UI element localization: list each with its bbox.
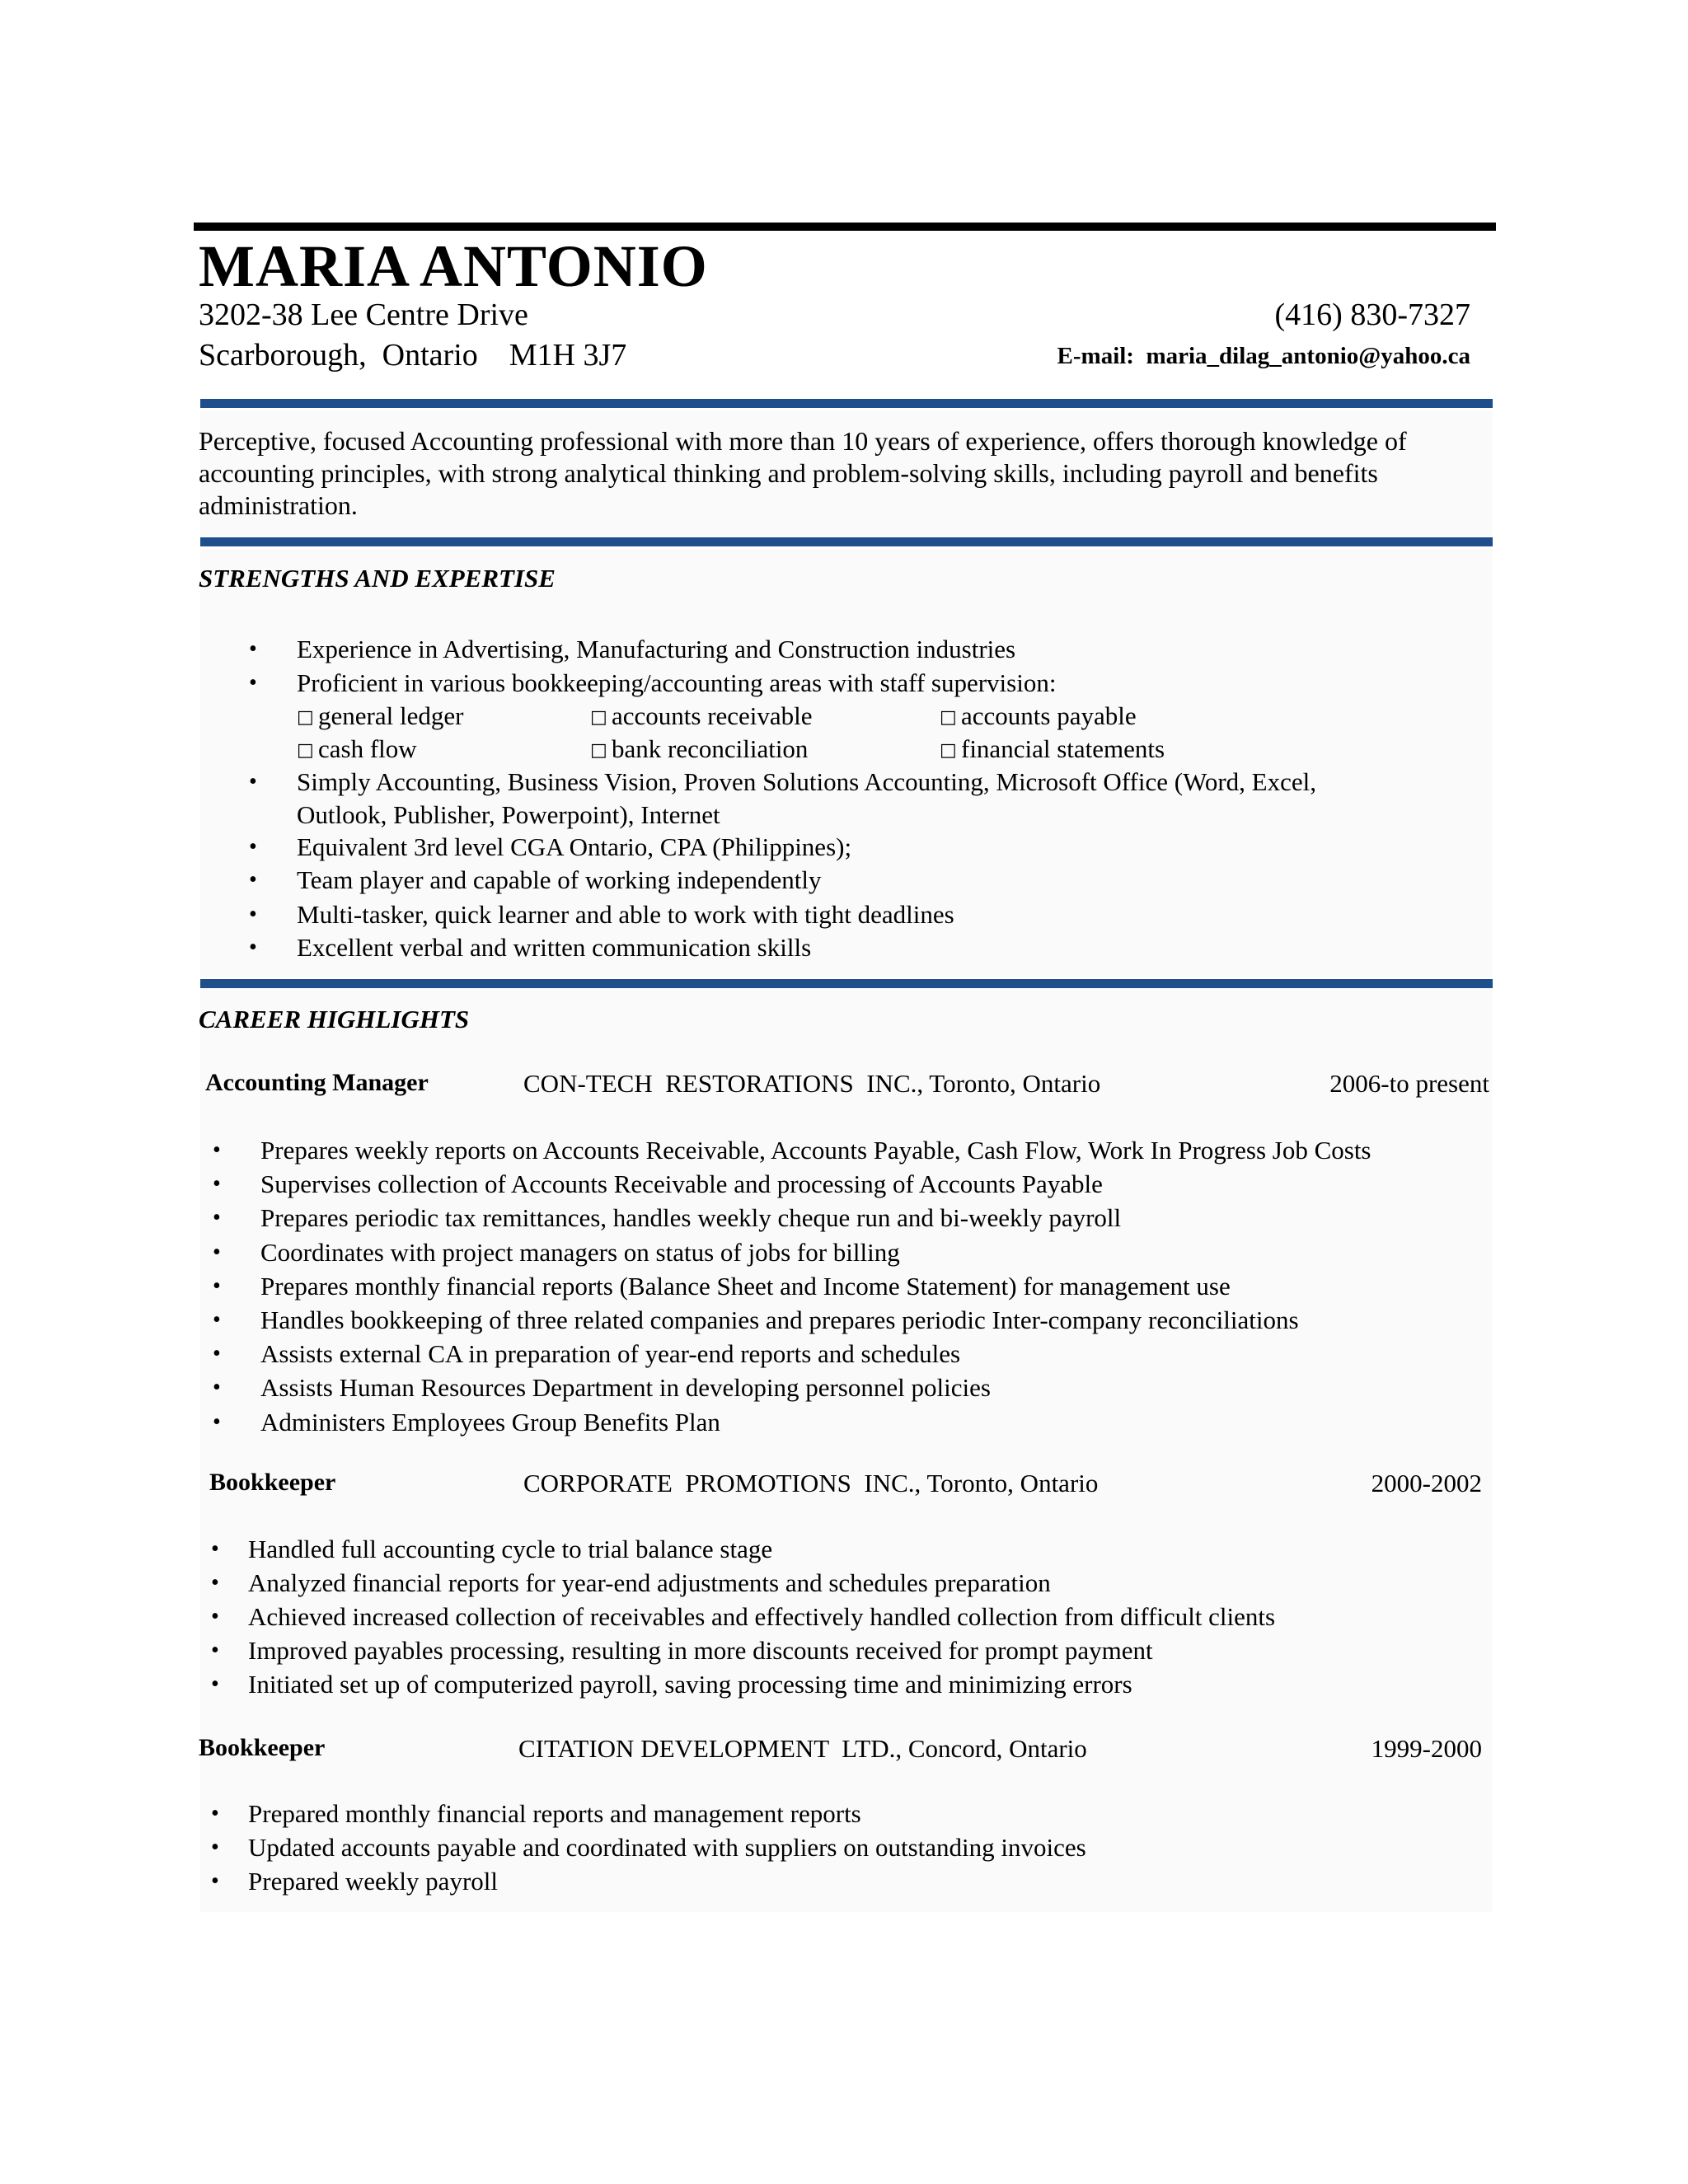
phone-number: (416) 830-7327 [1274, 298, 1470, 332]
job-duty: Initiated set up of computerized payroll, saving processing time and minimizing errors [248, 1670, 1132, 1699]
skill-area [590, 734, 808, 764]
job-duty: Assists external CA in preparation of year-end reports and schedules [260, 1339, 961, 1368]
bullet-icon: • [211, 1536, 219, 1562]
strength-item-software: Simply Accounting, Business Vision, Proven Solutions Accounting, Microsoft Office (Word, Excel, [297, 767, 1316, 796]
email-address[interactable]: maria_dilag_antonio@yahoo.ca [1146, 343, 1470, 369]
bullet-icon: • [249, 902, 257, 927]
bullet-icon: • [213, 1240, 221, 1265]
skill-area-label: accounts payable [961, 701, 1137, 730]
job-duty: Prepares monthly financial reports (Balance Sheet and Income Statement) for management use [260, 1272, 1231, 1301]
strength-item: Team player and capable of working independently [297, 865, 822, 894]
strength-item: Proficient in various bookkeeping/accounting areas with staff supervision: [297, 668, 1057, 697]
job-duty: Prepares periodic tax remittances, handles weekly cheque run and bi-weekly payroll [260, 1203, 1122, 1232]
skill-area-label: bank reconciliation [612, 734, 809, 763]
job-duty: Administers Employees Group Benefits Plan [260, 1408, 720, 1436]
skill-area [590, 701, 813, 731]
job-duty: Analyzed financial reports for year-end adjustments and schedules preparation [248, 1568, 1051, 1597]
address-line-2: Scarborough, Ontario M1H 3J7 [199, 338, 627, 373]
job-dates: 2000-2002 [1371, 1469, 1482, 1497]
bullet-icon: • [249, 636, 257, 662]
job-duty: Coordinates with project managers on status of jobs for billing [260, 1238, 900, 1267]
email-label: E-mail: [1057, 343, 1134, 369]
strengths-bottom-rule [200, 979, 1493, 988]
job-company: CON-TECH RESTORATIONS INC., Toronto, Ontario [523, 1069, 1101, 1098]
career-shade [200, 989, 1493, 1912]
skill-area [297, 734, 417, 764]
candidate-name: MARIA ANTONIO [199, 233, 708, 299]
checkbox-square-icon: □ [940, 707, 957, 728]
job-title: Accounting Manager [205, 1069, 429, 1096]
job-duty: Prepared monthly financial reports and management reports [248, 1799, 861, 1828]
bullet-icon: • [213, 1409, 221, 1435]
bullet-icon: • [211, 1835, 219, 1860]
bullet-icon: • [249, 834, 257, 860]
job-dates: 1999-2000 [1371, 1734, 1482, 1763]
checkbox-square-icon: □ [590, 707, 607, 728]
summary-top-rule [200, 399, 1493, 408]
job-duty: Supervises collection of Accounts Receivable and processing of Accounts Payable [260, 1169, 1103, 1198]
bullet-icon: • [211, 1604, 219, 1629]
job-title: Bookkeeper [209, 1469, 336, 1496]
skill-area [940, 734, 1165, 764]
bullet-icon: • [213, 1273, 221, 1299]
skill-area [940, 701, 1137, 731]
bullet-icon: • [213, 1375, 221, 1400]
bullet-icon: • [211, 1868, 219, 1894]
bullet-icon: • [249, 935, 257, 960]
job-duty: Updated accounts payable and coordinated with suppliers on outstanding invoices [248, 1833, 1086, 1862]
bullet-icon: • [211, 1638, 219, 1663]
bullet-icon: • [249, 769, 257, 794]
bullet-icon: • [211, 1671, 219, 1697]
skill-area-label: cash flow [318, 734, 417, 763]
strength-item: Multi-tasker, quick learner and able to work with tight deadlines [297, 900, 954, 929]
bullet-icon: • [213, 1137, 221, 1163]
strength-item: Excellent verbal and written communication skills [297, 933, 812, 962]
address-line-1: 3202-38 Lee Centre Drive [199, 298, 528, 332]
strength-item: Equivalent 3rd level CGA Ontario, CPA (Philippines); [297, 832, 852, 861]
job-duty: Handled full accounting cycle to trial balance stage [248, 1535, 773, 1563]
bullet-icon: • [213, 1341, 221, 1366]
job-duty: Assists Human Resources Department in developing personnel policies [260, 1373, 991, 1402]
checkbox-square-icon: □ [297, 740, 314, 761]
skill-area [297, 701, 463, 731]
checkbox-square-icon: □ [940, 740, 957, 761]
job-dates: 2006-to present [1329, 1069, 1489, 1098]
strength-item: Experience in Advertising, Manufacturing and Construction industries [297, 635, 1016, 663]
checkbox-square-icon: □ [590, 740, 607, 761]
bullet-icon: • [249, 867, 257, 893]
job-duty: Prepares weekly reports on Accounts Receivable, Accounts Payable, Cash Flow, Work In Progress Job Costs [260, 1136, 1372, 1165]
skill-area-label: accounts receivable [612, 701, 813, 730]
bullet-icon: • [211, 1570, 219, 1596]
career-heading: CAREER HIGHLIGHTS [199, 1005, 470, 1033]
job-duty: Improved payables processing, resulting in more discounts received for prompt payment [248, 1636, 1153, 1665]
professional-summary: Perceptive, focused Accounting professional with more than 10 years of experience, offers thorough knowledge of accounting principles, with strong analytical thinking and problem-solving skills, including payroll and benefits administration. [199, 426, 1407, 520]
summary-bottom-rule [200, 537, 1493, 546]
bullet-icon: • [249, 670, 257, 696]
job-duty: Prepared weekly payroll [248, 1867, 498, 1896]
strengths-heading: STRENGTHS AND EXPERTISE [199, 564, 556, 593]
job-duty: Handles bookkeeping of three related companies and prepares periodic Inter-company reconciliations [260, 1305, 1299, 1334]
checkbox-square-icon: □ [297, 707, 314, 728]
skill-area-label: financial statements [961, 734, 1165, 763]
job-company: CITATION DEVELOPMENT LTD., Concord, Ontario [518, 1734, 1087, 1763]
email-line [1057, 343, 1470, 370]
skill-area-label: general ledger [318, 701, 464, 730]
bullet-icon: • [213, 1307, 221, 1333]
job-title: Bookkeeper [199, 1734, 326, 1761]
bullet-icon: • [211, 1801, 219, 1826]
job-duty: Achieved increased collection of receivables and effectively handled collection from difficult clients [248, 1602, 1276, 1631]
bullet-icon: • [213, 1171, 221, 1197]
strength-item-software-cont: Outlook, Publisher, Powerpoint), Internet [297, 800, 720, 829]
bullet-icon: • [213, 1205, 221, 1230]
top-black-rule [194, 223, 1496, 231]
job-company: CORPORATE PROMOTIONS INC., Toronto, Ontario [523, 1469, 1099, 1497]
